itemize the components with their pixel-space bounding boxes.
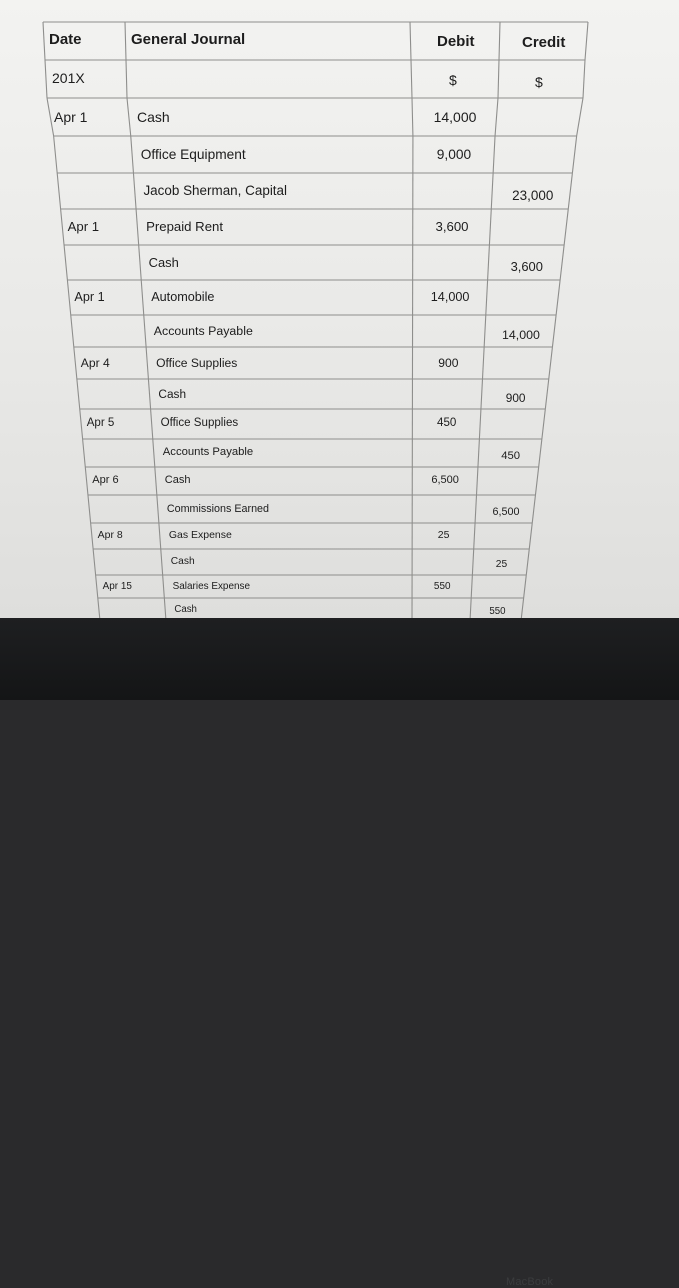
entry-date: Apr 8 xyxy=(98,530,123,541)
laptop-bezel xyxy=(0,618,679,700)
header-credit: Credit xyxy=(522,34,565,51)
entry-account: Jacob Sherman, Capital xyxy=(143,183,287,198)
entry-date: Apr 6 xyxy=(92,474,118,486)
entry-date: Apr 1 xyxy=(54,109,87,125)
journal-table xyxy=(0,0,679,622)
entry-credit: 14,000 xyxy=(502,328,540,342)
device-label: MacBook xyxy=(506,1276,553,1288)
entry-debit: 450 xyxy=(437,417,456,429)
entry-account: Prepaid Rent xyxy=(146,219,223,234)
entry-debit: 6,500 xyxy=(431,474,459,486)
entry-account: Office Equipment xyxy=(141,147,246,162)
entry-debit: 900 xyxy=(438,356,458,370)
entry-credit: 6,500 xyxy=(493,506,520,518)
header-debit: Debit xyxy=(437,33,475,50)
entry-credit: 550 xyxy=(489,606,505,617)
entry-date: Apr 1 xyxy=(68,219,100,234)
entry-account: Accounts Payable xyxy=(163,446,253,458)
debit-currency-symbol: $ xyxy=(449,72,457,88)
entry-account: Cash xyxy=(137,109,170,125)
entry-date: Apr 1 xyxy=(74,290,104,304)
header-general-journal: General Journal xyxy=(131,31,245,48)
entry-debit: 550 xyxy=(434,581,451,592)
entry-account: Salaries Expense xyxy=(173,581,250,592)
entry-account: Commissions Earned xyxy=(167,503,269,515)
entry-debit: 14,000 xyxy=(434,109,477,125)
entry-debit: 3,600 xyxy=(436,219,469,234)
entry-account: Office Supplies xyxy=(156,356,237,370)
paper-sheet xyxy=(0,0,679,622)
entry-account: Accounts Payable xyxy=(154,324,253,338)
entry-account: Office Supplies xyxy=(161,417,239,429)
entry-date: Apr 15 xyxy=(103,581,132,592)
entry-date: Apr 5 xyxy=(87,417,115,429)
header-date: Date xyxy=(49,31,82,48)
entry-date: Apr 4 xyxy=(81,356,110,370)
entry-credit: 450 xyxy=(501,450,520,462)
entry-account: Cash xyxy=(149,255,179,270)
entry-account: Cash xyxy=(165,474,191,486)
entry-account: Gas Expense xyxy=(169,530,232,541)
entry-account: Cash xyxy=(174,604,197,615)
year-label: 201X xyxy=(52,70,85,86)
entry-debit: 9,000 xyxy=(437,147,471,162)
entry-account: Cash xyxy=(158,387,186,401)
entry-credit: 25 xyxy=(496,559,507,570)
entry-debit: 14,000 xyxy=(431,290,470,304)
entry-debit: 25 xyxy=(438,530,450,541)
entry-credit: 23,000 xyxy=(512,188,553,203)
credit-currency-symbol: $ xyxy=(535,74,543,90)
entry-credit: 900 xyxy=(506,391,526,405)
entry-account: Automobile xyxy=(151,290,214,304)
entry-credit: 3,600 xyxy=(511,259,543,274)
entry-account: Cash xyxy=(171,556,195,567)
